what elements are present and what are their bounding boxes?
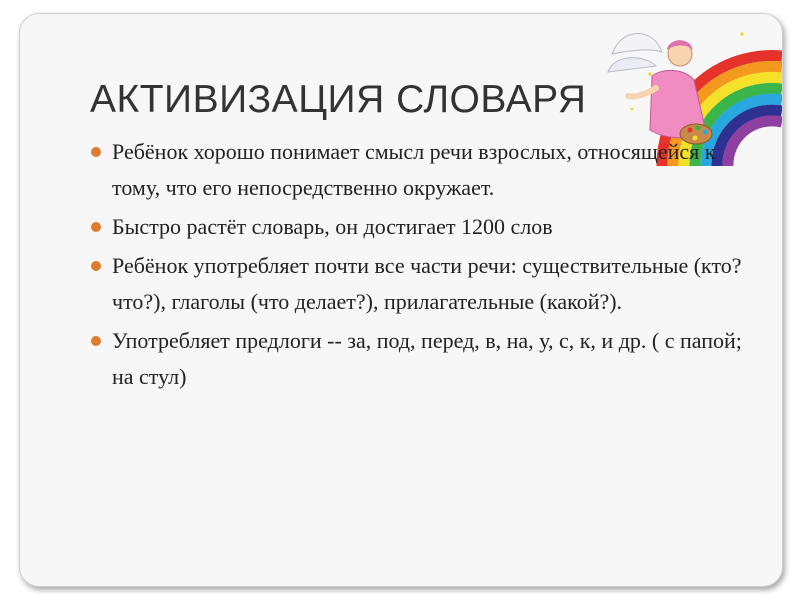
slide [19,13,783,587]
bullet-list [89,134,749,398]
bullet-dot-icon [91,147,101,157]
bullet-text: Употребляет предлоги -- за, под, перед, в, на, у, с, к, и др. ( с папой; на стул) [112,328,742,389]
slide-title: АКТИВИЗАЦИЯ СЛОВАРЯ [90,78,587,121]
bullet-item [89,134,749,206]
bullet-dot-icon [91,336,101,346]
bullet-item [89,323,749,395]
bullet-dot-icon [91,222,101,232]
bullet-item [89,209,749,245]
bullet-text: Быстро растёт словарь, он достигает 1200 слов [112,214,553,239]
bullet-item [89,248,749,320]
bullet-text: Ребёнок хорошо понимает смысл речи взрослых, относящейся к тому, что его непосредственно окружает. [112,139,716,200]
bullet-text: Ребёнок употребляет почти все части речи: существительные (кто? что?), глаголы (что делает?), прилагательные (какой?). [112,253,742,314]
bullet-dot-icon [91,261,101,271]
